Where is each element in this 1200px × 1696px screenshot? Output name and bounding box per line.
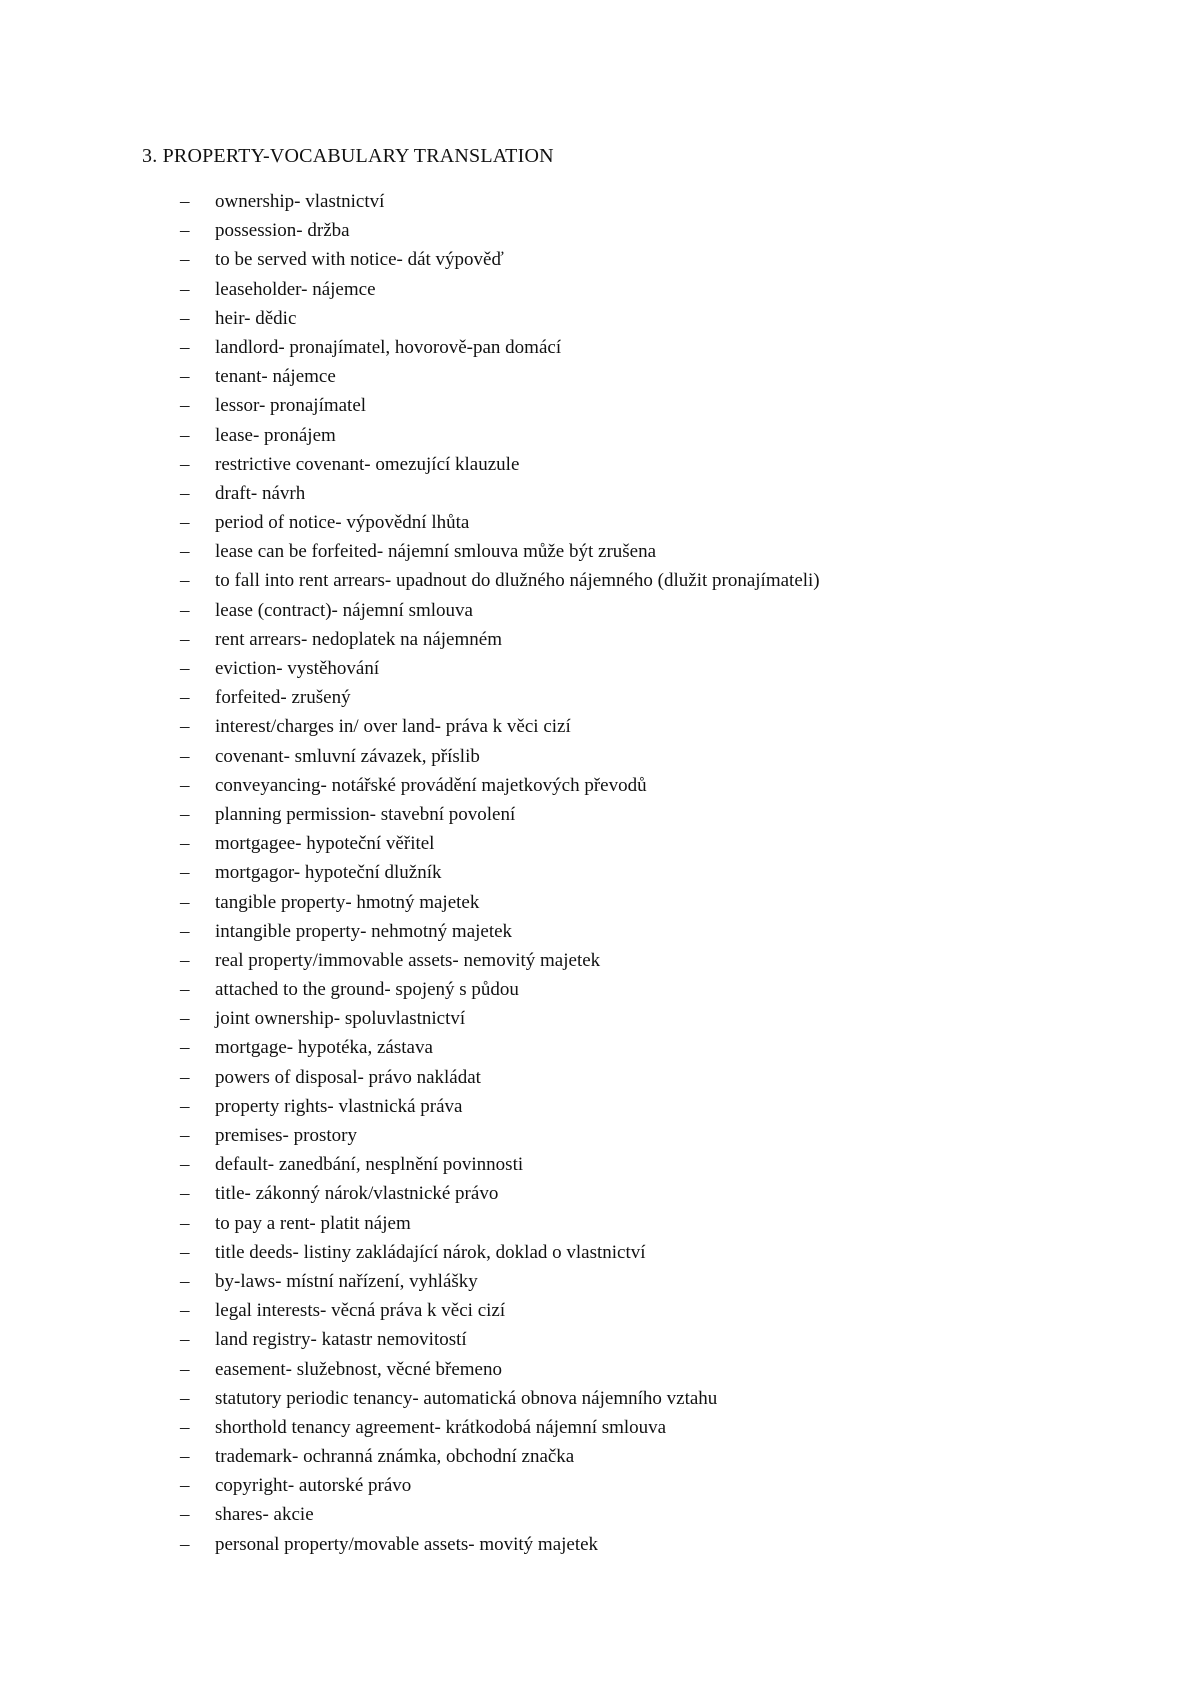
vocabulary-entry: legal interests- věcná práva k věci cizí xyxy=(215,1300,506,1322)
list-item xyxy=(0,1238,1200,1267)
list-item xyxy=(0,946,1200,975)
vocabulary-entry: property rights- vlastnická práva xyxy=(215,1095,463,1117)
list-item xyxy=(0,450,1200,479)
list-bullet: – xyxy=(180,1504,190,1526)
list-bullet: – xyxy=(180,920,190,942)
vocabulary-entry: covenant- smluvní závazek, příslib xyxy=(215,745,480,767)
list-bullet: – xyxy=(180,1446,190,1468)
list-bullet: – xyxy=(180,512,190,534)
list-item xyxy=(0,333,1200,362)
vocabulary-entry: title deeds- listiny zakládající nárok, doklad o vlastnictví xyxy=(215,1241,646,1263)
list-item xyxy=(0,421,1200,450)
vocabulary-entry: joint ownership- spoluvlastnictví xyxy=(215,1008,466,1030)
list-item xyxy=(0,1063,1200,1092)
list-bullet: – xyxy=(180,1095,190,1117)
vocabulary-entry: shorthold tenancy agreement- krátkodobá nájemní smlouva xyxy=(215,1416,667,1438)
list-item xyxy=(0,858,1200,887)
list-bullet: – xyxy=(180,278,190,300)
vocabulary-entry: easement- služebnost, věcné břemeno xyxy=(215,1358,502,1380)
vocabulary-list xyxy=(0,187,1200,1559)
list-item xyxy=(0,187,1200,216)
list-bullet: – xyxy=(180,862,190,884)
list-item xyxy=(0,1384,1200,1413)
list-bullet: – xyxy=(180,1300,190,1322)
list-item xyxy=(0,1325,1200,1354)
list-bullet: – xyxy=(180,1416,190,1438)
list-bullet: – xyxy=(180,599,190,621)
vocabulary-entry: tangible property- hmotný majetek xyxy=(215,891,480,913)
list-bullet: – xyxy=(180,979,190,1001)
list-bullet: – xyxy=(180,803,190,825)
list-bullet: – xyxy=(180,774,190,796)
vocabulary-entry: forfeited- zrušený xyxy=(215,687,351,709)
vocabulary-entry: land registry- katastr nemovitostí xyxy=(215,1329,467,1351)
vocabulary-entry: lease (contract)- nájemní smlouva xyxy=(215,599,473,621)
list-item xyxy=(0,566,1200,595)
list-bullet: – xyxy=(180,366,190,388)
vocabulary-entry: heir- dědic xyxy=(215,307,297,329)
list-item xyxy=(0,245,1200,274)
list-bullet: – xyxy=(180,1154,190,1176)
list-bullet: – xyxy=(180,833,190,855)
list-bullet: – xyxy=(180,1241,190,1263)
list-item xyxy=(0,712,1200,741)
list-item xyxy=(0,1209,1200,1238)
list-bullet: – xyxy=(180,1475,190,1497)
vocabulary-entry: mortgagee- hypoteční věřitel xyxy=(215,833,435,855)
vocabulary-entry: planning permission- stavební povolení xyxy=(215,803,516,825)
list-item xyxy=(0,479,1200,508)
vocabulary-entry: mortgagor- hypoteční dlužník xyxy=(215,862,442,884)
list-bullet: – xyxy=(180,482,190,504)
list-item xyxy=(0,1355,1200,1384)
list-item xyxy=(0,362,1200,391)
list-item xyxy=(0,654,1200,683)
list-bullet: – xyxy=(180,1533,190,1555)
list-bullet: – xyxy=(180,628,190,650)
list-item xyxy=(0,1121,1200,1150)
vocabulary-entry: to pay a rent- platit nájem xyxy=(215,1212,411,1234)
list-item xyxy=(0,1442,1200,1471)
list-bullet: – xyxy=(180,424,190,446)
vocabulary-entry: attached to the ground- spojený s půdou xyxy=(215,979,519,1001)
vocabulary-entry: lease can be forfeited- nájemní smlouva může být zrušena xyxy=(215,541,657,563)
vocabulary-entry: to be served with notice- dát výpověď xyxy=(215,249,504,271)
vocabulary-entry: leaseholder- nájemce xyxy=(215,278,376,300)
list-item xyxy=(0,537,1200,566)
list-bullet: – xyxy=(180,1037,190,1059)
vocabulary-entry: intangible property- nehmotný majetek xyxy=(215,920,513,942)
list-item xyxy=(0,596,1200,625)
vocabulary-entry: personal property/movable assets- movitý majetek xyxy=(215,1533,599,1555)
list-item xyxy=(0,391,1200,420)
list-item xyxy=(0,1150,1200,1179)
list-item xyxy=(0,1092,1200,1121)
vocabulary-entry: ownership- vlastnictví xyxy=(215,191,385,212)
list-bullet: – xyxy=(180,1270,190,1292)
list-item xyxy=(0,1267,1200,1296)
vocabulary-entry: conveyancing- notářské provádění majetkových převodů xyxy=(215,774,647,796)
list-item xyxy=(0,1530,1200,1559)
vocabulary-entry: by-laws- místní nařízení, vyhlášky xyxy=(215,1270,478,1292)
vocabulary-entry: possession- držba xyxy=(215,220,350,242)
list-item xyxy=(0,304,1200,333)
list-item xyxy=(0,888,1200,917)
list-item xyxy=(0,683,1200,712)
list-item xyxy=(0,771,1200,800)
list-bullet: – xyxy=(180,1387,190,1409)
list-bullet: – xyxy=(180,1183,190,1205)
vocabulary-entry: powers of disposal- právo nakládat xyxy=(215,1066,481,1088)
list-bullet: – xyxy=(180,541,190,563)
list-item xyxy=(0,1296,1200,1325)
list-bullet: – xyxy=(180,249,190,271)
list-item xyxy=(0,917,1200,946)
list-bullet: – xyxy=(180,949,190,971)
list-bullet: – xyxy=(180,191,190,212)
list-item xyxy=(0,275,1200,304)
list-bullet: – xyxy=(180,307,190,329)
vocabulary-entry: title- zákonný nárok/vlastnické právo xyxy=(215,1183,499,1205)
list-item xyxy=(0,1413,1200,1442)
list-item xyxy=(0,1500,1200,1529)
vocabulary-entry: statutory periodic tenancy- automatická obnova nájemního vztahu xyxy=(215,1387,718,1409)
list-bullet: – xyxy=(180,1125,190,1146)
vocabulary-entry: copyright- autorské právo xyxy=(215,1475,412,1497)
list-bullet: – xyxy=(180,1329,190,1351)
list-bullet: – xyxy=(180,1066,190,1088)
vocabulary-entry: shares- akcie xyxy=(215,1504,314,1526)
list-item xyxy=(0,1471,1200,1500)
vocabulary-entry: period of notice- výpovědní lhůta xyxy=(215,512,470,534)
vocabulary-entry: tenant- nájemce xyxy=(215,366,336,388)
vocabulary-entry: to fall into rent arrears- upadnout do dlužného nájemného (dlužit pronajímateli) xyxy=(215,570,820,592)
list-item xyxy=(0,800,1200,829)
vocabulary-entry: trademark- ochranná známka, obchodní značka xyxy=(215,1446,575,1468)
vocabulary-entry: default- zanedbání, nesplnění povinnosti xyxy=(215,1154,524,1176)
list-item xyxy=(0,508,1200,537)
vocabulary-entry: interest/charges in/ over land- práva k věci cizí xyxy=(215,716,571,738)
list-bullet: – xyxy=(180,336,190,358)
vocabulary-entry: draft- návrh xyxy=(215,482,306,504)
list-item xyxy=(0,1033,1200,1062)
vocabulary-entry: landlord- pronajímatel, hovorově-pan domácí xyxy=(215,336,562,358)
list-bullet: – xyxy=(180,687,190,709)
vocabulary-entry: mortgage- hypotéka, zástava xyxy=(215,1037,433,1059)
list-bullet: – xyxy=(180,453,190,475)
list-bullet: – xyxy=(180,1212,190,1234)
page-title: 3. PROPERTY-VOCABULARY TRANSLATION xyxy=(142,145,554,167)
list-bullet: – xyxy=(180,1008,190,1030)
vocabulary-entry: lease- pronájem xyxy=(215,424,336,446)
list-bullet: – xyxy=(180,1358,190,1380)
list-bullet: – xyxy=(180,220,190,242)
vocabulary-entry: real property/immovable assets- nemovitý majetek xyxy=(215,949,601,971)
list-bullet: – xyxy=(180,658,190,679)
vocabulary-entry: premises- prostory xyxy=(215,1125,357,1146)
list-bullet: – xyxy=(180,395,190,417)
list-bullet: – xyxy=(180,570,190,592)
vocabulary-entry: eviction- vystěhování xyxy=(215,658,380,679)
list-bullet: – xyxy=(180,891,190,913)
vocabulary-entry: lessor- pronajímatel xyxy=(215,395,367,417)
list-bullet: – xyxy=(180,716,190,738)
vocabulary-entry: rent arrears- nedoplatek na nájemném xyxy=(215,628,502,650)
list-item xyxy=(0,742,1200,771)
list-item xyxy=(0,829,1200,858)
list-item xyxy=(0,1179,1200,1208)
list-item xyxy=(0,625,1200,654)
list-bullet: – xyxy=(180,745,190,767)
list-item xyxy=(0,216,1200,245)
list-item xyxy=(0,1004,1200,1033)
vocabulary-entry: restrictive covenant- omezující klauzule xyxy=(215,453,520,475)
list-item xyxy=(0,975,1200,1004)
